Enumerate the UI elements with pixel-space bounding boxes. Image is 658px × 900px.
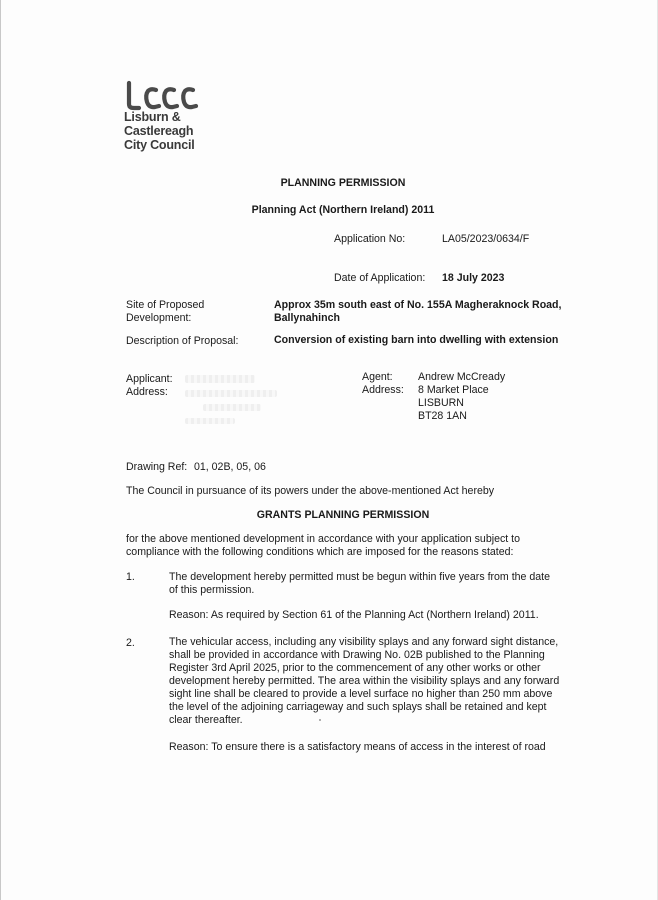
drawing-ref-value: 01, 02B, 05, 06 (194, 461, 266, 473)
logo-line-2: Castlereagh (124, 124, 194, 138)
agent-address-line1: 8 Market Place (418, 384, 489, 396)
agent-address-label: Address: (362, 384, 404, 396)
site-value-line2: Ballynahinch (274, 312, 340, 324)
site-label-line1: Site of Proposed (126, 299, 205, 311)
condition-1-line1: The development hereby permitted must be begun within five years from the date (169, 571, 550, 583)
application-no-value: LA05/2023/0634/F (442, 233, 530, 245)
planning-act: Planning Act (Northern Ireland) 2011 (251, 204, 435, 216)
site-label-line2: Development: (126, 312, 192, 324)
grant-heading: GRANTS PLANNING PERMISSION (256, 509, 430, 521)
application-no-label: Application No: (334, 233, 406, 245)
agent-address-line2: LISBURN (418, 397, 464, 409)
application-date-value: 18 July 2023 (442, 272, 505, 284)
condition-2-line7: clear thereafter. (169, 714, 243, 726)
applicant-address-label: Address: (126, 386, 168, 398)
scan-speck (319, 719, 321, 721)
grant-text-line2: compliance with the following conditions which are imposed for the reasons stated: (126, 546, 514, 558)
council-logo-mark (123, 80, 203, 112)
redacted-applicant-name (185, 375, 255, 383)
condition-2-line4: development hereby permitted. The area within the visibility splays and any forward (169, 675, 560, 687)
grant-text-line1: for the above mentioned development in accordance with your application subject to (126, 533, 520, 545)
logo-line-3: City Council (124, 138, 195, 152)
condition-1-reason: Reason: As required by Section 61 of the Planning Act (Northern Ireland) 2011. (169, 609, 539, 621)
agent-name: Andrew McCready (418, 371, 506, 383)
agent-label: Agent: (362, 371, 393, 383)
condition-2-line6: the level of the adjoining carriageway and such splays shall be retained and kept (169, 701, 547, 713)
applicant-label: Applicant: (126, 373, 173, 385)
redacted-applicant-address-1 (185, 390, 277, 397)
condition-2-line2: shall be provided in accordance with Drawing No. 02B published to the Planning (169, 649, 545, 661)
condition-2-line3: Register 3rd April 2025, prior to the commencement of any other works or other (169, 662, 541, 674)
agent-address-line3: BT28 1AN (418, 410, 467, 422)
application-date-label: Date of Application: (334, 272, 426, 284)
condition-1-line2: of this permission. (169, 584, 255, 596)
condition-2-line1: The vehicular access, including any visibility splays and any forward sight distance, (169, 636, 559, 648)
proposal-label: Description of Proposal: (126, 335, 239, 347)
proposal-value: Conversion of existing barn into dwelling with extension (274, 334, 559, 346)
redacted-applicant-address-2 (203, 404, 261, 411)
site-value-line1: Approx 35m south east of No. 155A Magheraknock Road, (274, 299, 562, 311)
logo-line-1: Lisburn & (124, 110, 181, 124)
intro-text: The Council in pursuance of its powers under the above-mentioned Act hereby (126, 485, 495, 497)
drawing-ref-label: Drawing Ref: (126, 461, 188, 473)
condition-2-number: 2. (126, 637, 135, 649)
condition-2-reason: Reason: To ensure there is a satisfactory means of access in the interest of road (169, 741, 546, 753)
council-logo (123, 80, 203, 152)
condition-2-line5: sight line shall be cleared to provide a level surface no higher than 250 mm above (169, 688, 553, 700)
page-title: PLANNING PERMISSION (280, 177, 406, 189)
condition-1-number: 1. (126, 571, 135, 583)
redacted-applicant-address-3 (185, 418, 235, 424)
